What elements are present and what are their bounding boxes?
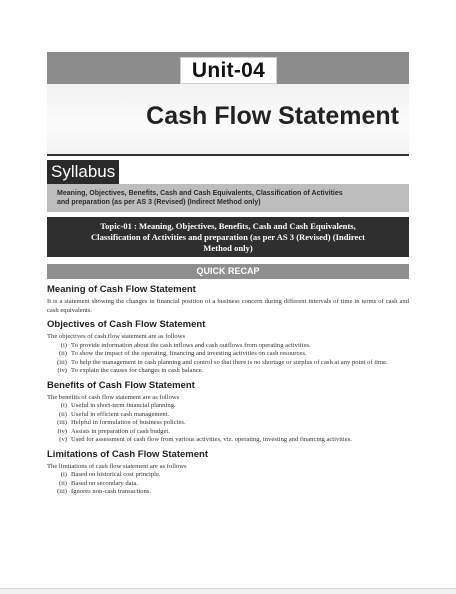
section-intro: The objectives of cash flow statement are as follows (47, 333, 186, 340)
list-item: (iii) To help the management in cash planning and control so that there is no shortage or surplus of cash at any point of time. (57, 358, 388, 366)
syllabus-line-2: and preparation (as per AS 3 (Revised) (Indirect Method only) (57, 199, 261, 206)
section-benefits (47, 379, 409, 445)
topic-line-2: Classification of Activities and preparation (as per AS 3 (Revised) (Indirect (90, 232, 366, 242)
list-item: (ii) Based on secondary data. (58, 479, 139, 487)
list-item: (v) Used for assessment of cash flow from various activities, viz. operating, investing and financing activities. (59, 436, 352, 443)
limitations-list (47, 471, 409, 497)
section-intro: The limitations of cash flow statement are as follows (47, 462, 187, 470)
section-limitations (47, 448, 409, 497)
section-text: It is a statement showing the changes in financial position of a business concern during different intervals of time in terms of cash and cash equivalents. (47, 298, 409, 314)
section-intro: The benefits of cash flow statement are as follows (47, 393, 180, 401)
list-item: (i) Useful in short-term financial planning. (60, 402, 176, 409)
list-item: (iii) Helpful in formulation of business policies. (57, 419, 186, 426)
quick-recap-banner: QUICK RECAP (47, 264, 409, 279)
syllabus-line-1: Meaning, Objectives, Benefits, Cash and Cash Equivalents, Classification of Activities (57, 190, 343, 197)
list-item: (iv) To explain the causes for changes in cash balance. (57, 367, 204, 374)
section-heading: Objectives of Cash Flow Statement (47, 319, 206, 330)
section-heading: Benefits of Cash Flow Statement (47, 379, 195, 391)
unit-title: Cash Flow Statement (146, 102, 399, 130)
topic-line-1: Topic-01 : Meaning, Objectives, Benefits, Cash and Cash Equivalents, (100, 221, 356, 231)
list-item: (ii) Useful in efficient cash management. (58, 410, 170, 418)
list-item: (i) To provide information about the cash inflows and cash outflows from operating activities. (60, 341, 311, 349)
unit-label: Unit-04 (180, 57, 277, 84)
syllabus-tab: Syllabus (47, 160, 119, 184)
topic-line-3: Method only) (203, 243, 253, 253)
topic-heading (47, 217, 409, 257)
list-item: (iv) Assists in preparation of cash budget. (57, 427, 170, 435)
title-band (47, 84, 409, 156)
section-objectives (47, 318, 409, 376)
list-item: (i) Based on historical cost principle. (60, 471, 161, 478)
benefits-list (47, 402, 409, 445)
content (47, 283, 409, 497)
syllabus-box (47, 184, 409, 212)
section-heading: Meaning of Cash Flow Statement (47, 284, 196, 295)
list-item: (iii) Ignores non-cash transactions. (57, 488, 152, 495)
objectives-list (47, 342, 409, 376)
list-item: (ii) To show the impact of the operating, financing and investing activities on cash resources. (58, 350, 307, 357)
section-heading: Limitations of Cash Flow Statement (47, 448, 208, 460)
section-meaning (47, 283, 409, 315)
